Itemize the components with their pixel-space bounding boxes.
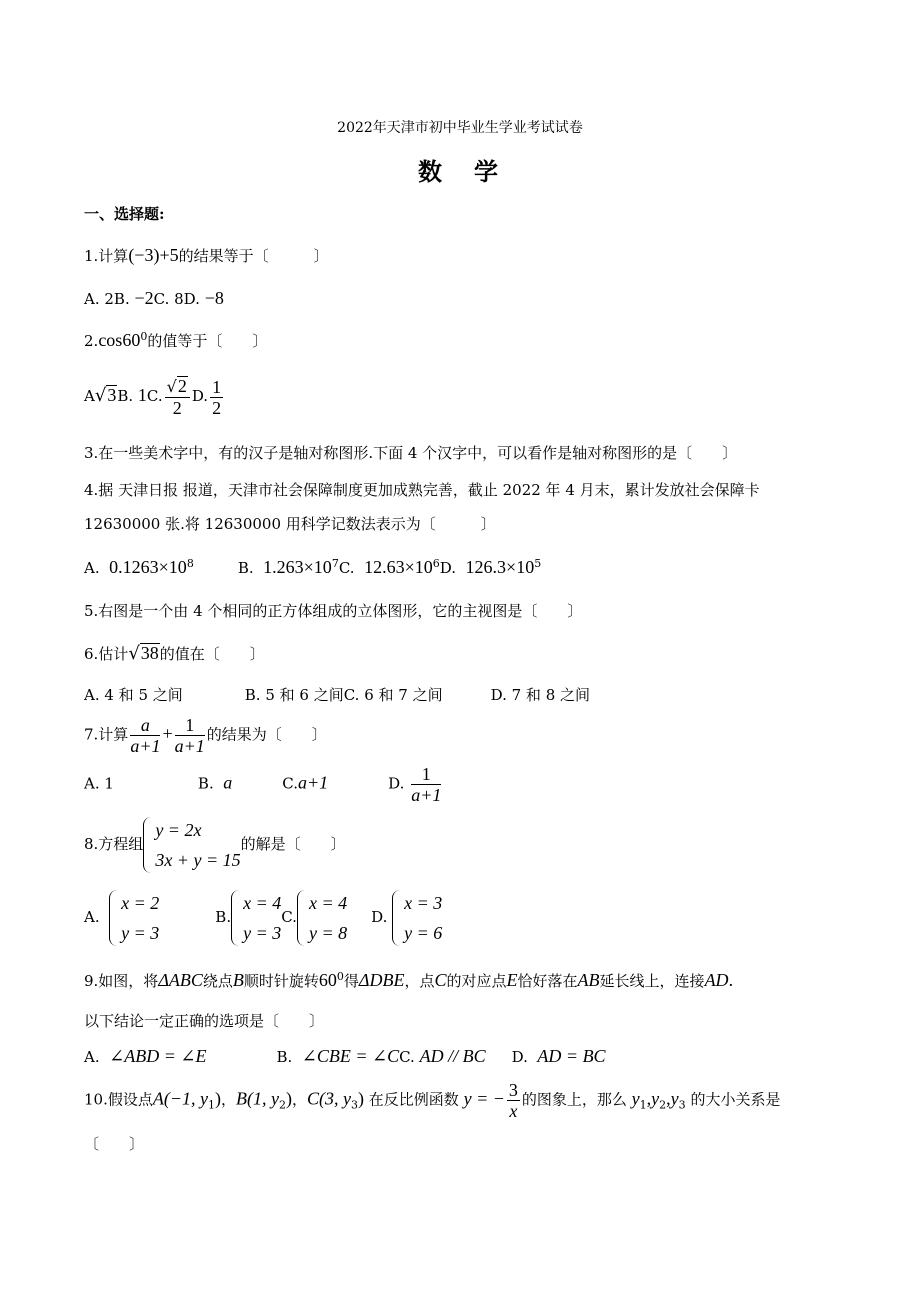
q2-option-a-radicand: 3	[107, 385, 117, 405]
q4-option-b-value: 1.263×10	[263, 557, 332, 577]
q9-text-6: 的对应点	[446, 972, 507, 990]
q9-text-4: 得	[343, 972, 359, 990]
q9-option-b-label: B.	[276, 1048, 293, 1066]
question-1	[84, 245, 329, 266]
q2-option-d-fraction	[210, 377, 223, 418]
q10-y1: y	[631, 1088, 640, 1109]
q1-options	[84, 288, 224, 309]
q7-prefix: 7.计算	[84, 725, 129, 744]
sqrt-icon: √	[94, 385, 107, 406]
q8-option-b-system	[231, 888, 281, 948]
sqrt-icon: √	[166, 377, 177, 396]
q9-option-b-value: ∠CBE = ∠C	[301, 1046, 400, 1066]
q7-fraction-1-numerator: a	[130, 715, 160, 736]
brace-icon	[297, 890, 306, 946]
question-7	[84, 715, 327, 756]
q8-equation-system	[143, 815, 240, 875]
q8-suffix: 的解是〔 〕	[240, 835, 346, 853]
q6-options	[84, 685, 590, 705]
q8-option-b-label: B.	[215, 908, 232, 926]
question-5: 5.右图是一个由 4 个相同的正方体组成的立体图形，它的主视图是〔 〕	[84, 602, 583, 620]
q2-function: cos	[98, 330, 123, 350]
q10-point-c-close: )	[358, 1088, 364, 1109]
q6-suffix: 的值在〔 〕	[159, 645, 265, 663]
question-4-line-2: 12630000 张.将 12630000 用科学记数法表示为〔 〕	[84, 515, 496, 533]
q7-suffix: 的结果为〔 〕	[206, 725, 327, 744]
q7-fraction-1-denominator: a+1	[130, 736, 161, 756]
q7-option-d-numerator: 1	[411, 764, 441, 785]
q7-option-d-label: D.	[388, 774, 405, 793]
q9-text-2: 绕点	[202, 972, 233, 990]
q10-function: y = −	[463, 1088, 505, 1109]
q9-triangle-dbe: ΔDBE	[358, 970, 405, 990]
q8-option-a-eq1: x = 2	[121, 893, 160, 913]
exam-subtitle: 2022年天津市初中毕业生学业考试试卷	[337, 120, 583, 136]
q10-y3-subscript: 3	[678, 1098, 686, 1112]
q2-degree-mark: 0	[140, 330, 148, 343]
q4-options	[84, 557, 541, 578]
brace-icon	[231, 890, 240, 946]
q1-option-d-label: D.	[183, 290, 205, 308]
q4-option-a-value: 0.1263×10	[109, 557, 187, 577]
q10-point-b-subscript: 2	[278, 1098, 286, 1112]
q8-equation-1: y = 2x	[155, 820, 202, 840]
q10-point-a-close: )	[214, 1088, 221, 1109]
q9-point-c: C	[434, 970, 447, 990]
q10-text-2: 在反比例函数	[368, 1090, 459, 1109]
q8-option-c-eq2: y = 8	[308, 923, 348, 943]
q10-numerator: 3	[508, 1080, 518, 1100]
q7-option-b-label: B.	[197, 774, 214, 793]
q8-option-a-label: A.	[84, 908, 100, 926]
q1-prefix: 1.计算	[84, 247, 129, 265]
q7-option-b-value: a	[223, 772, 233, 793]
q2-option-d-denominator: 2	[212, 397, 222, 418]
q2-option-d-numerator: 1	[212, 376, 222, 397]
q7-option-d-fraction	[411, 764, 441, 805]
q4-option-a-label: A.	[84, 559, 100, 577]
q6-prefix: 6.估计	[84, 645, 129, 663]
q10-comma-2: ，	[291, 1090, 307, 1109]
q1-option-b-value: −2	[134, 288, 154, 308]
q2-option-c-label: C.	[146, 387, 163, 405]
q10-point-b: B(1, y	[236, 1088, 279, 1109]
brace-icon	[392, 890, 401, 946]
q4-option-d-label: D.	[439, 559, 456, 577]
q6-option-b: B. 5 和 6 之间	[244, 686, 344, 704]
q4-option-b-exponent: 7	[331, 557, 339, 570]
q10-comma-1: ，	[220, 1090, 236, 1109]
section-heading: 一、选择题:	[84, 205, 165, 223]
question-10-line-2: 〔 〕	[84, 1135, 145, 1153]
q2-option-b-label: B.	[117, 387, 138, 405]
q1-suffix: 的结果等于〔 〕	[178, 247, 329, 265]
q10-y3: y	[670, 1088, 679, 1109]
q6-option-d: D. 7 和 8 之间	[490, 686, 591, 704]
q9-segment-ad: AD	[704, 970, 729, 990]
question-4-line-1: 4.据 天津日报 报道，天津市社会保障制度更加成熟完善，截止 2022 年 4 月末，累计发放社会保障卡	[84, 481, 760, 499]
q2-prefix: 2.	[84, 332, 99, 350]
q1-option-a: A. 2	[84, 290, 114, 308]
q4-option-d-exponent: 5	[534, 557, 542, 570]
q9-option-d-value: AD = BC	[537, 1046, 606, 1066]
question-6	[84, 643, 265, 664]
q2-suffix: 的值等于〔 〕	[147, 332, 268, 350]
q10-point-a-subscript: 1	[207, 1098, 215, 1112]
q9-text-1: 9.如图，将	[84, 972, 159, 990]
sqrt-icon: √	[128, 643, 140, 664]
q2-option-c-fraction	[165, 376, 190, 418]
q8-option-c-label: C.	[281, 908, 297, 926]
q10-denominator: x	[509, 1101, 518, 1121]
q8-option-d-eq2: y = 6	[404, 923, 443, 943]
question-8	[84, 815, 346, 875]
q9-degree-mark: 0	[336, 970, 344, 983]
q2-options	[84, 376, 225, 418]
q7-fraction-1	[130, 715, 160, 756]
question-9-line-1	[84, 970, 733, 991]
q8-option-d-eq1: x = 3	[404, 893, 443, 913]
question-9-line-2: 以下结论一定正确的选项是〔 〕	[84, 1012, 325, 1030]
q1-option-b-label: B.	[113, 290, 135, 308]
q9-option-a-value: ∠ABD = ∠E	[109, 1046, 207, 1066]
q10-y2-subscript: 2	[659, 1098, 667, 1112]
q9-text-8: 延长线上，连接	[599, 972, 705, 990]
q9-text-7: 恰好落在	[517, 972, 578, 990]
q2-option-d-label: D.	[191, 387, 209, 405]
q8-prefix: 8.方程组	[84, 835, 144, 853]
exam-title: 数 学	[418, 157, 502, 186]
q9-triangle-abc: ΔABC	[158, 970, 203, 990]
q7-option-c-label: C.	[282, 774, 298, 793]
q8-option-a-system	[109, 888, 159, 948]
q9-angle: 60	[318, 970, 337, 990]
q8-option-c-eq1: x = 4	[308, 893, 348, 913]
q9-option-c-label: C.	[399, 1048, 415, 1066]
q8-option-b-eq1: x = 4	[243, 893, 282, 913]
q10-point-c-subscript: 3	[351, 1098, 358, 1112]
q10-y1-subscript: 1	[639, 1098, 647, 1112]
brace-icon	[143, 817, 152, 873]
q1-expression: (−3)+5	[128, 245, 179, 265]
q2-option-a-label: A	[84, 387, 95, 405]
q10-fraction	[507, 1080, 520, 1121]
q6-option-a: A. 4 和 5 之间	[84, 686, 183, 704]
q9-period: .	[728, 970, 734, 990]
plus-icon: +	[162, 723, 173, 744]
q4-option-a-exponent: 8	[186, 557, 194, 570]
q9-segment-ab: AB	[577, 970, 600, 990]
q10-point-a: A(−1, y	[152, 1088, 208, 1109]
q6-radicand: 38	[140, 643, 159, 663]
q4-option-d-value: 126.3×10	[465, 557, 535, 577]
q4-option-c-exponent: 6	[432, 557, 440, 570]
q10-text-4: 的大小关系是	[690, 1090, 781, 1109]
q9-text-3: 顺时针旋转	[243, 972, 319, 990]
question-10-line-1: 10.假设点A(−1, $y_1$)，B(1, $y_2$)，C(3, $y_3$) 在反比例函数 y = − $\frac{3}{x}$ 的图象上，那么 $y_1,y_2,y_3$ 的大小关系是	[84, 1080, 781, 1121]
q7-fraction-2	[175, 715, 205, 756]
q8-equation-2: 3x + y = 15	[155, 850, 241, 870]
q2-option-b-value: 1	[137, 385, 147, 405]
q4-option-c-label: C.	[338, 559, 355, 577]
q9-point-b: B	[232, 970, 244, 990]
q10-point-b-close: )	[285, 1088, 292, 1109]
q10-point-c: C(3, y	[307, 1088, 351, 1109]
q8-option-d-system	[392, 888, 442, 948]
q4-option-c-value: 12.63×10	[364, 557, 433, 577]
q1-option-d-value: −8	[204, 288, 224, 308]
q4-option-b-label: B.	[237, 559, 254, 577]
q9-options	[84, 1046, 606, 1067]
q9-text-5: ，点	[404, 972, 435, 990]
q2-angle: 60	[122, 330, 141, 350]
brace-icon	[109, 890, 118, 946]
q7-options	[84, 764, 443, 805]
q8-option-b-eq2: y = 3	[243, 923, 282, 943]
q10-text-3: 的图象上，那么	[521, 1090, 627, 1109]
q2-option-c-denominator: 2	[172, 398, 182, 418]
q7-option-c-value: a+1	[297, 772, 329, 793]
q8-option-a-eq2: y = 3	[121, 923, 160, 943]
question-3: 3.在一些美术字中，有的汉子是轴对称图形.下面 4 个汉字中，可以看作是轴对称图形的是〔 〕	[84, 444, 738, 462]
q7-option-a: A. 1	[84, 774, 114, 793]
q7-fraction-2-numerator: 1	[175, 715, 205, 736]
q7-fraction-2-denominator: a+1	[174, 736, 205, 756]
q1-option-c: C. 8	[153, 290, 184, 308]
q10-text-1: 10.假设点	[84, 1090, 153, 1109]
q10-y2: y	[651, 1088, 660, 1109]
q9-option-c-value: AD // BC	[419, 1046, 486, 1066]
q8-option-c-system	[297, 888, 347, 948]
q7-option-d-denominator: a+1	[411, 785, 442, 805]
q8-option-d-label: D.	[371, 908, 388, 926]
q9-point-e: E	[506, 970, 518, 990]
q2-option-c-radicand: 2	[177, 376, 187, 396]
question-2	[84, 330, 267, 351]
q9-option-a-label: A.	[84, 1048, 100, 1066]
q6-option-c: C. 6 和 7 之间	[343, 686, 443, 704]
q8-options	[84, 888, 442, 948]
q9-option-d-label: D.	[511, 1048, 528, 1066]
